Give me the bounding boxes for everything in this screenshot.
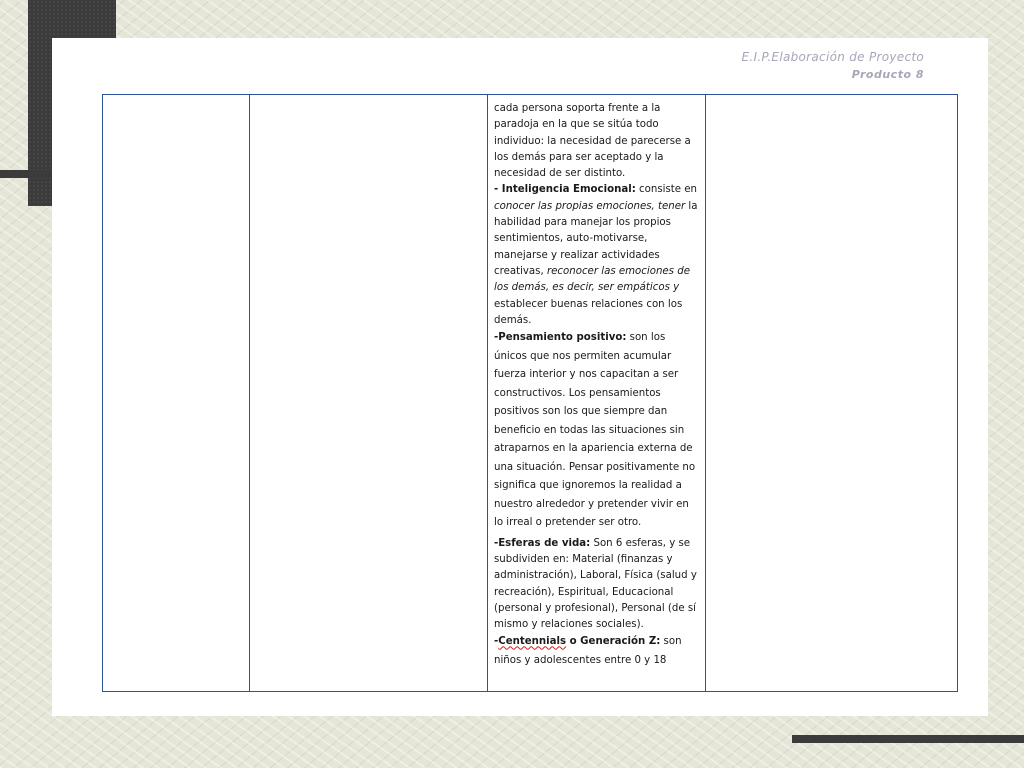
term-dash: - <box>494 636 499 648</box>
page-header <box>741 50 924 81</box>
paragraph-inteligencia-emocional <box>494 182 701 329</box>
paragraph-esferas-de-vida <box>494 536 701 634</box>
term-pensamiento-positivo: -Pensamiento positivo: <box>494 332 627 344</box>
term-generacion-z: o Generación Z: <box>566 636 661 648</box>
decorative-stripe-right <box>792 735 1024 743</box>
paragraph-text: Son 6 esferas, y se subdividen en: Material (finanzas y administración), Laboral, Física (salud y recreación), Espiritual, Educacional (personal y profesional), Personal (de sí mismo y relaciones sociales). <box>494 537 697 631</box>
paragraph-text: establecer buenas relaciones con los demás. <box>494 298 683 326</box>
paragraph-text: cada persona soporta frente a la paradoja en la que se sitúa todo individuo: la necesidad de parecerse a los demás para ser aceptado y la necesidad de ser distinto. <box>494 103 691 180</box>
paragraph-italic-text: reconocer las emociones de los demás, es decir, ser empáticos y <box>494 265 690 294</box>
paragraph-centennials <box>494 633 701 670</box>
term-centennials: Centennials <box>498 636 567 648</box>
term-inteligencia-emocional: - Inteligencia Emocional: <box>494 184 636 196</box>
paragraph-italic-text: conocer las propias emociones, tener <box>494 200 686 212</box>
decorative-stripe-left <box>0 170 60 178</box>
paragraph-text: consiste en <box>635 184 697 196</box>
paragraph-text: la habilidad para manejar los propios sentimientos, auto-motivarse, manejarse y realizar actividades creativas, <box>494 200 698 277</box>
paragraph-text: son los únicos que nos permiten acumular fuerza interior y nos capacitan a ser constructivos. Los pensamientos positivos son los que siempre dan beneficio en todas las situaciones sin atraparnos en la apariencia externa de una situación. Pensar positivamente no significa que ignoremos la realidad a nuestro alrededor y pretender vivir en lo irreal o pretender ser otro. <box>494 332 696 529</box>
content-table <box>102 94 958 692</box>
table-cell-2 <box>250 95 488 691</box>
paragraph-text: son niños y adolescentes entre 0 y 18 <box>494 636 682 666</box>
table-cell-3 <box>488 95 706 691</box>
header-title: E.I.P.Elaboración de Proyecto <box>741 50 924 64</box>
header-subtitle: Producto 8 <box>851 68 924 81</box>
table-cell-1 <box>103 95 250 691</box>
paragraph-paradoja <box>494 101 701 182</box>
document-page <box>52 38 988 716</box>
term-esferas-de-vida: -Esferas de vida: <box>494 537 591 549</box>
table-cell-4 <box>706 95 957 691</box>
paragraph-pensamiento-positivo <box>494 329 701 533</box>
